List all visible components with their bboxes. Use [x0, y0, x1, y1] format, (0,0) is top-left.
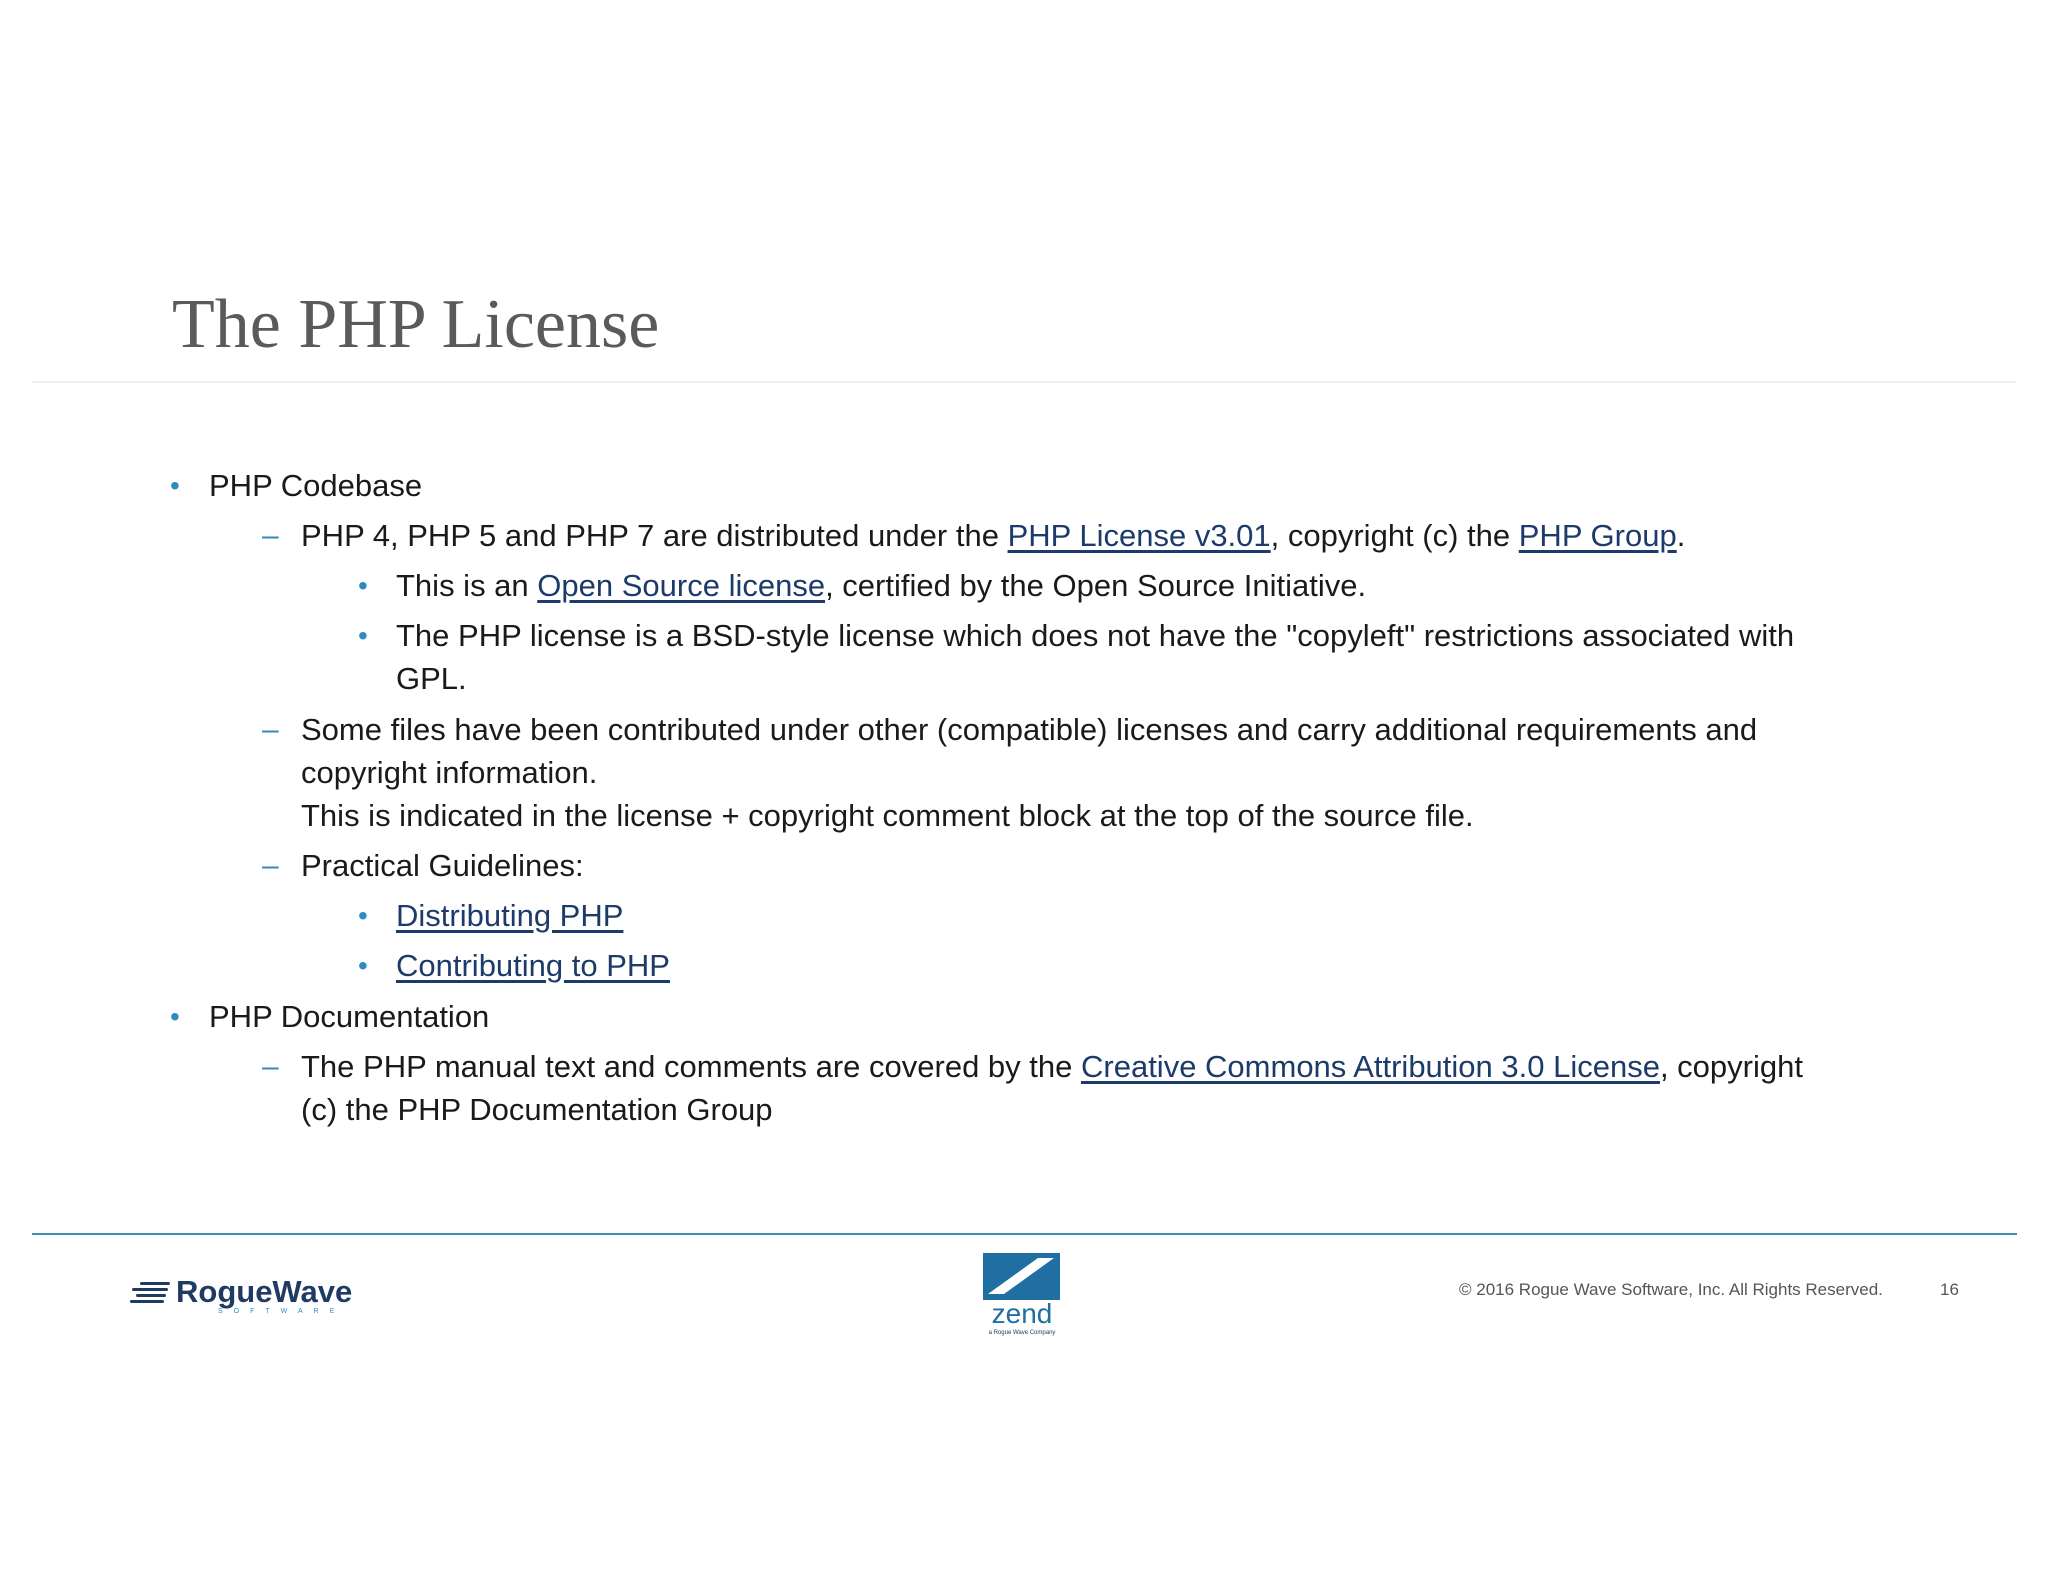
sub-item-contributed-line3: This is indicated in the license + copyright comment block at the top of the source file. — [301, 798, 1474, 833]
bullet-php-codebase: PHP Codebase — [209, 468, 423, 503]
creative-commons-link[interactable]: Creative Commons Attribution 3.0 License — [1081, 1049, 1660, 1084]
sub-sub-item-open-source: This is an Open Source license, certified by the Open Source Initiative. — [396, 568, 1367, 603]
wave-lines-icon — [130, 1282, 170, 1303]
sub-item-practical-guidelines: Practical Guidelines: — [301, 848, 584, 883]
dash-icon: – — [262, 519, 279, 552]
bullet-icon: • — [358, 900, 368, 931]
sub-sub-item-contributing — [396, 944, 670, 987]
sub-item-manual-line2: (c) the PHP Documentation Group — [301, 1092, 773, 1127]
zend-sub: a Rogue Wave Company — [988, 1330, 1056, 1336]
dash-icon: – — [262, 713, 279, 746]
bullet-icon: • — [170, 470, 180, 501]
roguewave-sub: SOFTWARE — [218, 1308, 346, 1314]
roguewave-logo — [130, 1270, 410, 1314]
title-divider — [32, 381, 2016, 383]
page-number: 16 — [1940, 1280, 1959, 1299]
sub-sub-item-distributing — [396, 894, 623, 937]
sub-sub-item-bsd-line2: GPL. — [396, 661, 467, 696]
footer-divider — [32, 1233, 2017, 1235]
slide-title: The PHP License — [172, 286, 660, 363]
sub-item-contributed-line1: Some files have been contributed under other (compatible) licenses and carry additional requirements and — [301, 712, 1758, 747]
sub-item-distribution: PHP 4, PHP 5 and PHP 7 are distributed under the PHP License v3.01, copyright (c) the PHP Group. — [301, 518, 1686, 553]
sub-sub-item-bsd-line1: The PHP license is a BSD-style license which does not have the "copyleft" restrictions associated with — [396, 618, 1795, 653]
open-source-license-link[interactable]: Open Source license — [537, 568, 826, 603]
sub-item-manual-line1: The PHP manual text and comments are covered by the Creative Commons Attribution 3.0 License, copyright — [301, 1049, 1803, 1084]
bullet-icon: • — [358, 950, 368, 981]
sub-item-contributed-line2: copyright information. — [301, 755, 598, 790]
bullet-icon: • — [170, 1001, 180, 1032]
dash-icon: – — [262, 1050, 279, 1083]
bullet-icon: • — [358, 620, 368, 651]
contributing-to-php-link[interactable]: Contributing to PHP — [396, 948, 670, 983]
distributing-php-link[interactable]: Distributing PHP — [396, 898, 624, 933]
php-license-link[interactable]: PHP License v3.01 — [1007, 518, 1271, 553]
copyright-notice: © 2016 Rogue Wave Software, Inc. All Rights Reserved. — [1459, 1280, 1883, 1299]
roguewave-wordmark: RogueWave — [176, 1274, 353, 1309]
bullet-icon: • — [358, 570, 368, 601]
zend-wordmark: zend — [991, 1298, 1053, 1329]
dash-icon: – — [262, 849, 279, 882]
php-group-link[interactable]: PHP Group — [1518, 518, 1677, 553]
zend-logo — [982, 1252, 1062, 1336]
bullet-php-documentation: PHP Documentation — [209, 999, 490, 1034]
